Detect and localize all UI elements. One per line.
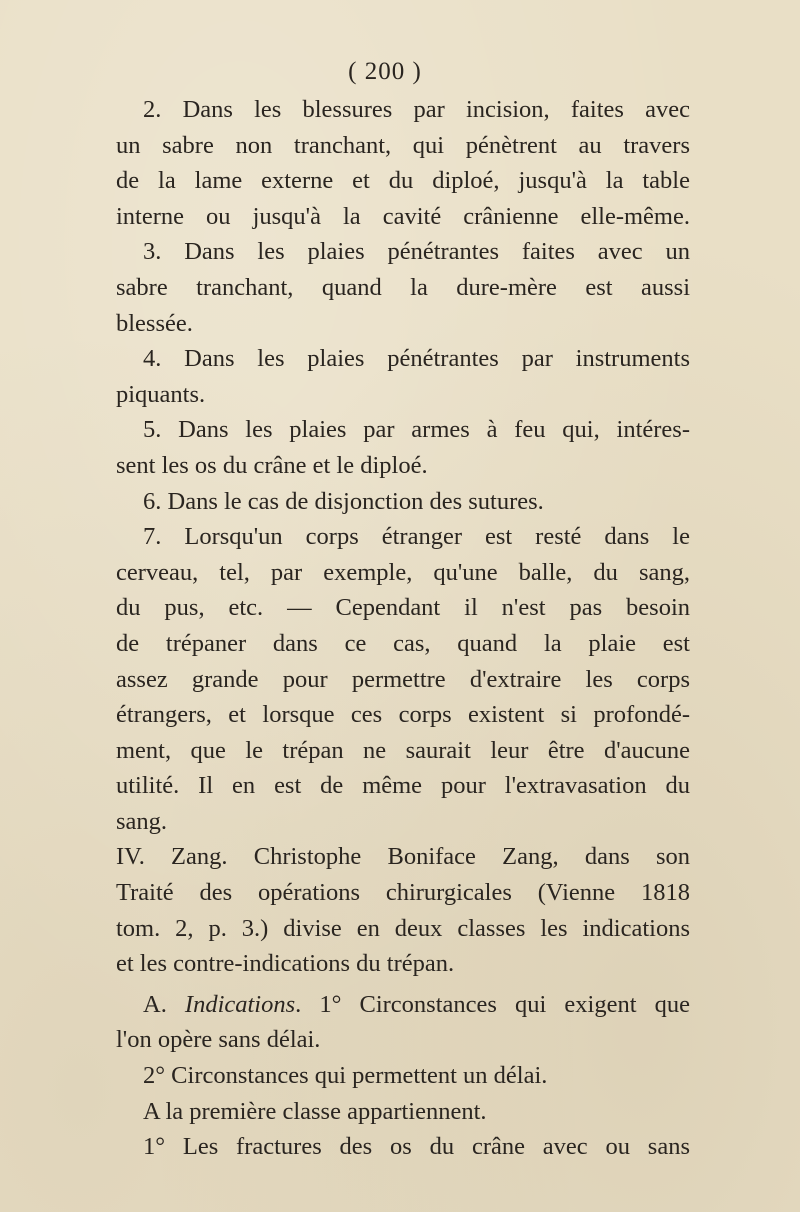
text-line: 5. Dans les plaies par armes à feu qui, intéres-	[143, 416, 690, 444]
section-letter: A.	[143, 990, 185, 1018]
text-line: l'on opère sans délai.	[116, 1026, 321, 1054]
text-line: 4. Dans les plaies pénétrantes par instruments	[143, 345, 690, 373]
text-line: 3. Dans les plaies pénétrantes faites avec un	[143, 238, 690, 266]
text-line: 2. Dans les blessures par incision, faites avec	[143, 96, 690, 123]
text-line: blessée.	[116, 309, 193, 337]
text-line: de trépaner dans ce cas, quand la plaie est	[116, 629, 690, 657]
text-line: interne ou jusqu'à la cavité crânienne elle-même.	[116, 202, 690, 230]
indications-heading: Indications	[184, 990, 296, 1018]
text-line: piquants.	[116, 380, 206, 408]
text-line: sang.	[116, 807, 168, 835]
page-number: ( 200 )	[348, 58, 422, 85]
text-line: sent les os du crâne et le diploé.	[116, 451, 428, 479]
text-line: assez grande pour permettre d'extraire les corps	[116, 665, 690, 693]
text-line: A la première classe appartiennent.	[143, 1097, 487, 1125]
text-line: 6. Dans le cas de disjonction des sutures.	[143, 487, 544, 515]
text-line: tom. 2, p. 3.) divise en deux classes les indications	[116, 914, 690, 942]
text-fragment: . 1° Circonstances qui exigent que	[295, 990, 690, 1018]
text-line: 7. Lorsqu'un corps étranger est resté dans le	[143, 523, 690, 551]
text-line: utilité. Il en est de même pour l'extravasation du	[116, 772, 690, 800]
text-line: du pus, etc. — Cependant il n'est pas besoin	[116, 594, 690, 622]
body-text	[116, 92, 690, 1165]
text-line: et les contre-indications du trépan.	[116, 950, 455, 978]
text-line: étrangers, et lorsque ces corps existent si profondé-	[116, 701, 690, 729]
text-line	[116, 987, 690, 1023]
text-line: de la lame externe et du diploé, jusqu'à la table	[116, 167, 690, 195]
text-line: IV. Zang. Christophe Boniface Zang, dans son	[116, 843, 690, 871]
text-line: Traité des opérations chirurgicales (Vienne 1818	[116, 879, 690, 907]
text-line: 2° Circonstances qui permettent un délai.	[143, 1062, 548, 1090]
text-line: cerveau, tel, par exemple, qu'une balle, du sang,	[116, 558, 690, 586]
text-line: 1° Les fractures des os du crâne avec ou sans	[143, 1133, 690, 1161]
text-line: un sabre non tranchant, qui pénètrent au travers	[116, 131, 690, 159]
text-line: sabre tranchant, quand la dure-mère est aussi	[116, 273, 690, 301]
text-line: ment, que le trépan ne saurait leur être d'aucune	[116, 736, 690, 764]
